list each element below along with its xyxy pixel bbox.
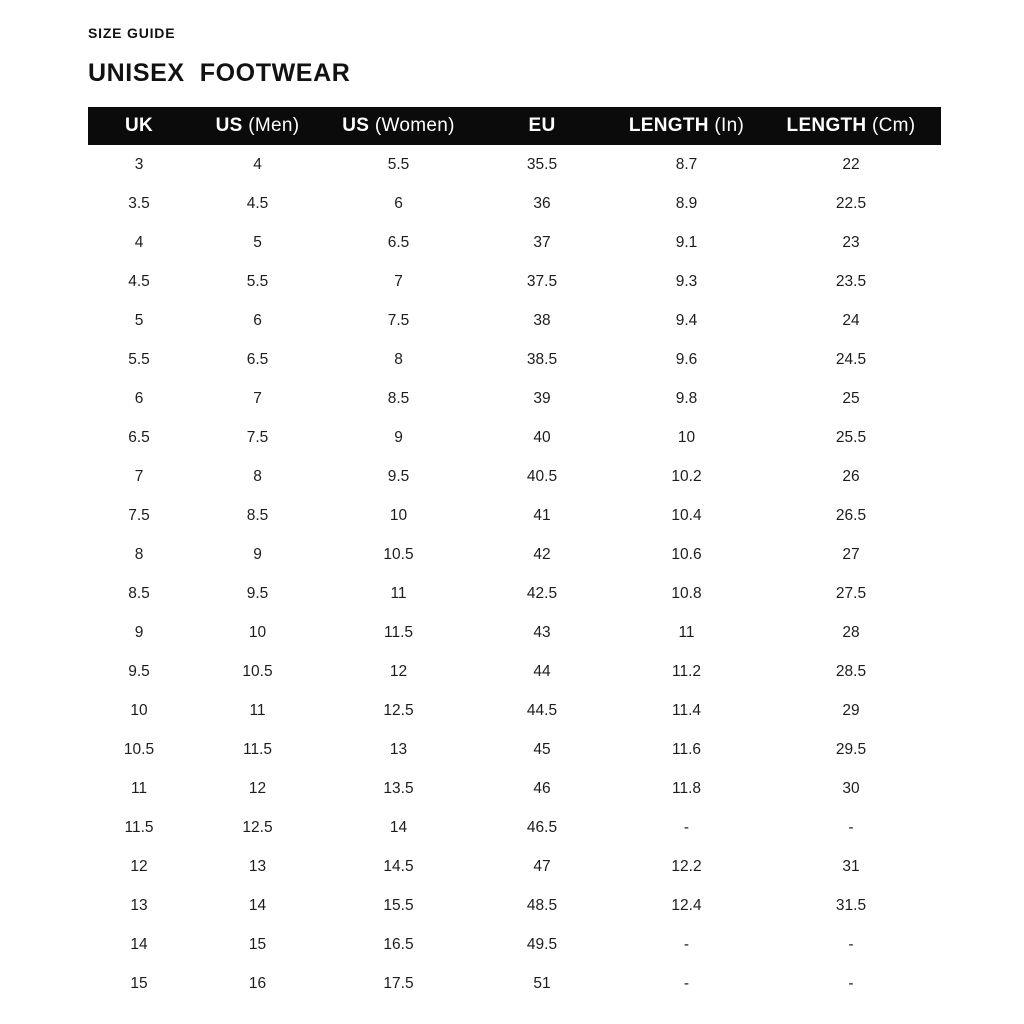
cell-uk: 11 (130, 779, 148, 797)
table-row (88, 184, 941, 223)
cell-us-men: 6.5 (246, 350, 269, 368)
cell-length-in: 10.8 (671, 584, 702, 602)
table-row (88, 457, 941, 496)
cell-length-cm: 25 (842, 389, 860, 407)
cell-us-men: 6 (253, 311, 262, 329)
column-header-uk (88, 107, 190, 145)
cell-eu: 37.5 (526, 272, 558, 290)
cell-us-women: 14 (389, 818, 408, 836)
cell-us-men: 12.5 (242, 818, 273, 836)
cell-length-cm: 29.5 (835, 740, 867, 758)
page-title: UNISEX FOOTWEAR (88, 59, 351, 87)
cell-uk: 11.5 (124, 818, 154, 836)
cell-eu: 49.5 (526, 935, 558, 953)
column-header-light: (Women) (369, 115, 455, 136)
cell-eu: 45 (533, 740, 551, 758)
cell-eu: 37 (533, 233, 551, 251)
cell-us-men: 11 (249, 701, 266, 719)
cell-length-in: - (683, 974, 690, 992)
cell-uk: 10 (130, 701, 148, 719)
cell-eu: 44 (533, 662, 551, 680)
cell-us-women: 15.5 (383, 896, 414, 914)
table-row (88, 262, 941, 301)
table-row (88, 730, 941, 769)
cell-eu: 42 (533, 545, 551, 563)
cell-eu: 43 (533, 623, 551, 641)
cell-us-men: 8 (253, 467, 262, 485)
cell-length-cm: 29 (842, 701, 860, 719)
cell-length-cm: 31.5 (835, 896, 867, 914)
table-row (88, 808, 941, 847)
cell-length-in: 10.4 (671, 506, 702, 524)
table-row (88, 379, 941, 418)
cell-length-cm: 23 (842, 233, 860, 251)
cell-length-in: 9.8 (675, 389, 698, 407)
table-row (88, 145, 941, 184)
column-header-light: (In) (708, 115, 745, 136)
cell-eu: 46 (533, 779, 551, 797)
cell-length-in: 8.7 (675, 155, 698, 173)
cell-uk: 5.5 (128, 350, 150, 368)
cell-uk: 9 (134, 623, 144, 641)
cell-length-cm: 27 (842, 545, 860, 563)
cell-uk: 4.5 (128, 272, 150, 290)
cell-us-women: 14.5 (383, 857, 414, 875)
cell-length-in: 11.2 (671, 662, 702, 680)
column-header-bold: LENGTH (786, 115, 867, 136)
table-row (88, 847, 941, 886)
cell-uk: 14 (130, 935, 148, 953)
cell-length-cm: 24 (842, 311, 860, 329)
cell-us-men: 11.5 (242, 740, 273, 758)
cell-uk: 7 (134, 467, 144, 485)
cell-us-men: 5 (253, 233, 262, 251)
column-header-us-men (190, 107, 325, 145)
cell-uk: 5 (134, 311, 144, 329)
cell-us-women: 6.5 (387, 233, 410, 251)
cell-length-cm: 27.5 (835, 584, 867, 602)
column-header-us-women (325, 107, 472, 145)
cell-us-women: 12 (389, 662, 408, 680)
cell-eu: 44.5 (526, 701, 558, 719)
column-header-light: (Cm) (866, 115, 916, 136)
cell-eu: 36 (533, 194, 551, 212)
table-row (88, 574, 941, 613)
table-row (88, 652, 941, 691)
cell-length-in: 9.4 (675, 311, 698, 329)
cell-eu: 46.5 (526, 818, 558, 836)
cell-length-in: 9.6 (675, 350, 698, 368)
cell-length-cm: - (848, 935, 854, 953)
cell-us-men: 13 (248, 857, 267, 875)
cell-us-women: 10 (389, 506, 408, 524)
cell-us-women: 16.5 (383, 935, 414, 953)
table-row (88, 925, 941, 964)
cell-length-cm: 23.5 (835, 272, 867, 290)
cell-eu: 42.5 (526, 584, 558, 602)
cell-length-in: - (683, 935, 690, 953)
cell-us-men: 9.5 (246, 584, 269, 602)
size-table (88, 107, 941, 1003)
cell-eu: 40 (533, 428, 551, 446)
cell-us-women: 11 (390, 584, 407, 602)
column-header-length-cm (761, 107, 941, 145)
table-header (88, 107, 941, 145)
cell-length-in: 11.8 (671, 779, 702, 797)
column-header-bold: LENGTH (628, 115, 709, 136)
cell-length-cm: 26 (842, 467, 860, 485)
cell-length-cm: - (848, 974, 854, 992)
cell-us-men: 15 (248, 935, 267, 953)
table-row (88, 964, 941, 1003)
cell-length-in: 9.1 (675, 233, 698, 251)
table-row (88, 418, 941, 457)
table-row (88, 769, 941, 808)
cell-eu: 48.5 (526, 896, 558, 914)
table-row (88, 691, 941, 730)
cell-us-men: 9 (253, 545, 262, 563)
size-guide-kicker: SIZE GUIDE (88, 25, 176, 41)
cell-us-men: 14 (248, 896, 267, 914)
cell-eu: 47 (533, 857, 551, 875)
cell-length-in: 11.6 (671, 740, 702, 758)
cell-us-men: 10 (248, 623, 267, 641)
cell-eu: 39 (533, 389, 551, 407)
cell-eu: 38.5 (526, 350, 558, 368)
cell-eu: 38 (533, 311, 551, 329)
cell-us-women: 17.5 (383, 974, 414, 992)
cell-us-women: 9.5 (387, 467, 410, 485)
cell-uk: 3.5 (128, 194, 150, 212)
cell-uk: 13 (130, 896, 148, 914)
cell-length-cm: 30 (842, 779, 860, 797)
table-row (88, 535, 941, 574)
cell-us-women: 11.5 (383, 623, 414, 641)
cell-length-cm: 22 (842, 155, 860, 173)
cell-us-women: 6 (394, 194, 403, 212)
cell-length-cm: 28.5 (835, 662, 867, 680)
cell-uk: 6.5 (128, 428, 150, 446)
column-header-length-in (612, 107, 761, 145)
header-row (88, 107, 941, 145)
table-row (88, 613, 941, 652)
cell-us-men: 12 (248, 779, 267, 797)
cell-uk: 3 (134, 155, 144, 173)
cell-us-men: 16 (248, 974, 267, 992)
cell-us-men: 10.5 (242, 662, 273, 680)
cell-us-men: 7 (253, 389, 262, 407)
cell-uk: 6 (134, 389, 144, 407)
table-row (88, 223, 941, 262)
table-body (88, 145, 941, 1003)
column-header-bold: UK (124, 115, 154, 136)
cell-length-in: 12.2 (671, 857, 702, 875)
column-header-light: (Men) (242, 115, 300, 136)
cell-length-in: - (683, 818, 690, 836)
cell-us-women: 13 (389, 740, 408, 758)
table-row (88, 886, 941, 925)
cell-us-women: 5.5 (387, 155, 410, 173)
cell-length-in: 10.6 (671, 545, 702, 563)
table-row (88, 496, 941, 535)
cell-eu: 51 (533, 974, 551, 992)
cell-length-cm: 28 (842, 623, 860, 641)
cell-us-women: 7 (394, 272, 403, 290)
cell-length-in: 10 (677, 428, 696, 446)
cell-uk: 7.5 (128, 506, 150, 524)
cell-length-cm: 26.5 (835, 506, 867, 524)
cell-us-women: 8 (394, 350, 403, 368)
table-row (88, 301, 941, 340)
cell-uk: 15 (130, 974, 148, 992)
cell-us-men: 5.5 (246, 272, 269, 290)
cell-length-cm: 24.5 (835, 350, 867, 368)
cell-us-women: 12.5 (383, 701, 414, 719)
cell-eu: 35.5 (526, 155, 558, 173)
column-header-bold: US (342, 115, 370, 136)
cell-uk: 9.5 (128, 662, 150, 680)
cell-uk: 4 (134, 233, 144, 251)
cell-uk: 12 (130, 857, 148, 875)
cell-us-men: 8.5 (246, 506, 269, 524)
cell-length-cm: 31 (842, 857, 860, 875)
cell-us-women: 10.5 (383, 545, 414, 563)
cell-uk: 10.5 (123, 740, 155, 758)
cell-length-cm: - (848, 818, 854, 836)
cell-length-in: 9.3 (675, 272, 698, 290)
cell-eu: 41 (533, 506, 551, 524)
cell-length-in: 11 (678, 623, 695, 641)
cell-uk: 8 (134, 545, 144, 563)
cell-length-in: 10.2 (671, 467, 702, 485)
cell-us-women: 13.5 (383, 779, 414, 797)
table-row (88, 340, 941, 379)
cell-us-women: 8.5 (387, 389, 410, 407)
cell-us-women: 7.5 (387, 311, 410, 329)
cell-us-men: 4.5 (246, 194, 269, 212)
column-header-bold: EU (528, 115, 556, 136)
cell-length-cm: 22.5 (835, 194, 867, 212)
column-header-bold: US (215, 115, 243, 136)
cell-eu: 40.5 (526, 467, 558, 485)
cell-us-women: 9 (394, 428, 403, 446)
cell-length-cm: 25.5 (835, 428, 867, 446)
cell-uk: 8.5 (128, 584, 150, 602)
cell-length-in: 12.4 (671, 896, 702, 914)
cell-us-men: 7.5 (246, 428, 269, 446)
column-header-eu (472, 107, 612, 145)
cell-length-in: 8.9 (675, 194, 698, 212)
cell-length-in: 11.4 (671, 701, 702, 719)
cell-us-men: 4 (253, 155, 262, 173)
